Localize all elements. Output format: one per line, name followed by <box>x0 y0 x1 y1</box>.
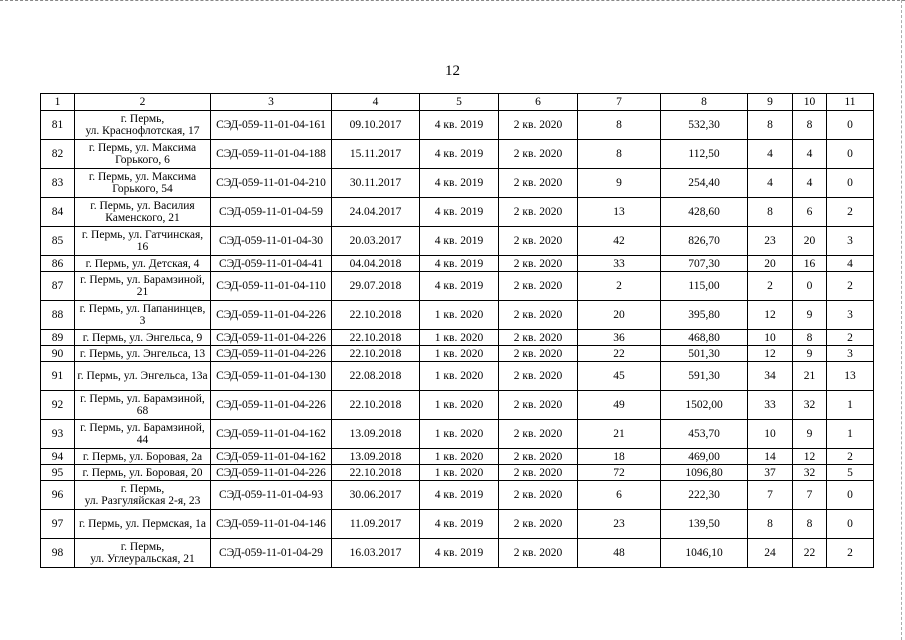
address-cell: г. Пермь, ул. Папанинцев, 3 <box>75 301 211 330</box>
apartments-count: 8 <box>578 140 661 169</box>
residents-total: 4 <box>748 169 793 198</box>
column-number: 11 <box>827 94 874 111</box>
area-value: 453,70 <box>661 420 748 449</box>
table-row <box>41 481 874 510</box>
residents-relocated: 9 <box>793 346 827 362</box>
row-number: 91 <box>41 362 75 391</box>
document-number: СЭД-059-11-01-04-29 <box>211 539 332 568</box>
end-quarter: 2 кв. 2020 <box>499 330 578 346</box>
document-number: СЭД-059-11-01-04-41 <box>211 256 332 272</box>
area-value: 395,80 <box>661 301 748 330</box>
column-number: 7 <box>578 94 661 111</box>
document-number: СЭД-059-11-01-04-226 <box>211 301 332 330</box>
start-quarter: 1 кв. 2020 <box>420 420 499 449</box>
residents-relocated: 9 <box>793 420 827 449</box>
residents-remaining: 0 <box>827 140 874 169</box>
area-value: 222,30 <box>661 481 748 510</box>
start-quarter: 1 кв. 2020 <box>420 449 499 465</box>
document-date: 15.11.2017 <box>332 140 420 169</box>
column-number: 5 <box>420 94 499 111</box>
document-date: 16.03.2017 <box>332 539 420 568</box>
row-number: 97 <box>41 510 75 539</box>
address-cell: г. Пермь, ул. Боровая, 20 <box>75 465 211 481</box>
residents-remaining: 0 <box>827 169 874 198</box>
document-date: 20.03.2017 <box>332 227 420 256</box>
area-value: 469,00 <box>661 449 748 465</box>
row-number: 93 <box>41 420 75 449</box>
residents-relocated: 4 <box>793 169 827 198</box>
column-number-row <box>41 94 874 111</box>
end-quarter: 2 кв. 2020 <box>499 227 578 256</box>
apartments-count: 20 <box>578 301 661 330</box>
end-quarter: 2 кв. 2020 <box>499 465 578 481</box>
end-quarter: 2 кв. 2020 <box>499 362 578 391</box>
row-number: 83 <box>41 169 75 198</box>
document-date: 30.06.2017 <box>332 481 420 510</box>
apartments-count: 22 <box>578 346 661 362</box>
residents-remaining: 2 <box>827 272 874 301</box>
residents-relocated: 6 <box>793 198 827 227</box>
document-date: 11.09.2017 <box>332 510 420 539</box>
document-date: 22.08.2018 <box>332 362 420 391</box>
apartments-count: 18 <box>578 449 661 465</box>
page-number: 12 <box>445 63 460 79</box>
start-quarter: 4 кв. 2019 <box>420 140 499 169</box>
residents-remaining: 0 <box>827 111 874 140</box>
residents-total: 8 <box>748 510 793 539</box>
area-value: 826,70 <box>661 227 748 256</box>
address-cell: г. Пермь, ул. Барамзиной, 21 <box>75 272 211 301</box>
row-number: 96 <box>41 481 75 510</box>
residents-relocated: 16 <box>793 256 827 272</box>
document-date: 30.11.2017 <box>332 169 420 198</box>
end-quarter: 2 кв. 2020 <box>499 256 578 272</box>
residents-remaining: 4 <box>827 256 874 272</box>
apartments-count: 23 <box>578 510 661 539</box>
end-quarter: 2 кв. 2020 <box>499 169 578 198</box>
residents-total: 20 <box>748 256 793 272</box>
row-number: 86 <box>41 256 75 272</box>
table-row <box>41 256 874 272</box>
start-quarter: 1 кв. 2020 <box>420 391 499 420</box>
end-quarter: 2 кв. 2020 <box>499 481 578 510</box>
document-date: 22.10.2018 <box>332 391 420 420</box>
residents-relocated: 0 <box>793 272 827 301</box>
row-number: 98 <box>41 539 75 568</box>
apartments-count: 49 <box>578 391 661 420</box>
apartments-count: 2 <box>578 272 661 301</box>
table-row <box>41 227 874 256</box>
apartments-count: 42 <box>578 227 661 256</box>
table-row <box>41 346 874 362</box>
row-number: 84 <box>41 198 75 227</box>
document-date: 22.10.2018 <box>332 465 420 481</box>
address-cell: г. Пермь, ул. Василия Каменского, 21 <box>75 198 211 227</box>
document-date: 09.10.2017 <box>332 111 420 140</box>
residents-remaining: 2 <box>827 539 874 568</box>
residents-total: 8 <box>748 198 793 227</box>
address-cell: г. Пермь, ул. Разгуляйская 2-я, 23 <box>75 481 211 510</box>
apartments-count: 13 <box>578 198 661 227</box>
residents-total: 7 <box>748 481 793 510</box>
document-number: СЭД-059-11-01-04-226 <box>211 391 332 420</box>
residents-total: 2 <box>748 272 793 301</box>
address-cell: г. Пермь, ул. Пермская, 1а <box>75 510 211 539</box>
residents-remaining: 0 <box>827 481 874 510</box>
residents-relocated: 4 <box>793 140 827 169</box>
table-row <box>41 449 874 465</box>
residents-remaining: 13 <box>827 362 874 391</box>
row-number: 87 <box>41 272 75 301</box>
table-row <box>41 198 874 227</box>
table-row <box>41 330 874 346</box>
row-number: 88 <box>41 301 75 330</box>
table-row <box>41 465 874 481</box>
start-quarter: 4 кв. 2019 <box>420 169 499 198</box>
area-value: 501,30 <box>661 346 748 362</box>
end-quarter: 2 кв. 2020 <box>499 510 578 539</box>
document-number: СЭД-059-11-01-04-162 <box>211 449 332 465</box>
start-quarter: 4 кв. 2019 <box>420 272 499 301</box>
start-quarter: 1 кв. 2020 <box>420 362 499 391</box>
residents-remaining: 3 <box>827 346 874 362</box>
document-number: СЭД-059-11-01-04-210 <box>211 169 332 198</box>
row-number: 81 <box>41 111 75 140</box>
end-quarter: 2 кв. 2020 <box>499 346 578 362</box>
address-cell: г. Пермь, ул. Барамзиной, 44 <box>75 420 211 449</box>
column-number: 9 <box>748 94 793 111</box>
document-number: СЭД-059-11-01-04-226 <box>211 346 332 362</box>
apartments-count: 9 <box>578 169 661 198</box>
table-row <box>41 111 874 140</box>
apartments-count: 45 <box>578 362 661 391</box>
address-cell: г. Пермь, ул. Краснофлотская, 17 <box>75 111 211 140</box>
residents-total: 12 <box>748 301 793 330</box>
residents-remaining: 2 <box>827 449 874 465</box>
document-number: СЭД-059-11-01-04-130 <box>211 362 332 391</box>
residents-remaining: 5 <box>827 465 874 481</box>
residents-relocated: 9 <box>793 301 827 330</box>
address-cell: г. Пермь, ул. Максима Горького, 54 <box>75 169 211 198</box>
residents-total: 34 <box>748 362 793 391</box>
document-date: 22.10.2018 <box>332 346 420 362</box>
column-number: 6 <box>499 94 578 111</box>
document-number: СЭД-059-11-01-04-226 <box>211 465 332 481</box>
residents-remaining: 0 <box>827 510 874 539</box>
area-value: 112,50 <box>661 140 748 169</box>
housing-registry-table <box>40 93 874 568</box>
residents-relocated: 21 <box>793 362 827 391</box>
document-number: СЭД-059-11-01-04-161 <box>211 111 332 140</box>
table-row <box>41 272 874 301</box>
apartments-count: 36 <box>578 330 661 346</box>
table-row <box>41 301 874 330</box>
document-date: 29.07.2018 <box>332 272 420 301</box>
column-number: 10 <box>793 94 827 111</box>
end-quarter: 2 кв. 2020 <box>499 449 578 465</box>
table-row <box>41 140 874 169</box>
table-row <box>41 391 874 420</box>
apartments-count: 21 <box>578 420 661 449</box>
address-cell: г. Пермь, ул. Энгельса, 13 <box>75 346 211 362</box>
apartments-count: 8 <box>578 111 661 140</box>
end-quarter: 2 кв. 2020 <box>499 420 578 449</box>
residents-remaining: 2 <box>827 330 874 346</box>
residents-relocated: 20 <box>793 227 827 256</box>
residents-relocated: 12 <box>793 449 827 465</box>
address-cell: г. Пермь, ул. Боровая, 2а <box>75 449 211 465</box>
address-cell: г. Пермь, ул. Барамзиной, 68 <box>75 391 211 420</box>
start-quarter: 4 кв. 2019 <box>420 481 499 510</box>
residents-remaining: 1 <box>827 420 874 449</box>
residents-total: 33 <box>748 391 793 420</box>
residents-remaining: 3 <box>827 227 874 256</box>
residents-total: 24 <box>748 539 793 568</box>
apartments-count: 33 <box>578 256 661 272</box>
residents-relocated: 22 <box>793 539 827 568</box>
document-number: СЭД-059-11-01-04-30 <box>211 227 332 256</box>
residents-remaining: 3 <box>827 301 874 330</box>
area-value: 468,80 <box>661 330 748 346</box>
document-number: СЭД-059-11-01-04-226 <box>211 330 332 346</box>
end-quarter: 2 кв. 2020 <box>499 301 578 330</box>
row-number: 92 <box>41 391 75 420</box>
end-quarter: 2 кв. 2020 <box>499 198 578 227</box>
area-value: 532,30 <box>661 111 748 140</box>
residents-total: 23 <box>748 227 793 256</box>
residents-relocated: 8 <box>793 111 827 140</box>
residents-total: 10 <box>748 420 793 449</box>
apartments-count: 72 <box>578 465 661 481</box>
address-cell: г. Пермь, ул. Углеуральская, 21 <box>75 539 211 568</box>
column-number: 8 <box>661 94 748 111</box>
start-quarter: 1 кв. 2020 <box>420 301 499 330</box>
table-row <box>41 539 874 568</box>
end-quarter: 2 кв. 2020 <box>499 539 578 568</box>
column-number: 3 <box>211 94 332 111</box>
end-quarter: 2 кв. 2020 <box>499 111 578 140</box>
start-quarter: 4 кв. 2019 <box>420 227 499 256</box>
area-value: 428,60 <box>661 198 748 227</box>
residents-total: 37 <box>748 465 793 481</box>
row-number: 95 <box>41 465 75 481</box>
residents-total: 14 <box>748 449 793 465</box>
residents-relocated: 8 <box>793 330 827 346</box>
residents-remaining: 1 <box>827 391 874 420</box>
residents-total: 12 <box>748 346 793 362</box>
column-number: 4 <box>332 94 420 111</box>
apartments-count: 6 <box>578 481 661 510</box>
end-quarter: 2 кв. 2020 <box>499 272 578 301</box>
row-number: 89 <box>41 330 75 346</box>
table-row <box>41 510 874 539</box>
area-value: 1046,10 <box>661 539 748 568</box>
address-cell: г. Пермь, ул. Гатчинская, 16 <box>75 227 211 256</box>
start-quarter: 1 кв. 2020 <box>420 330 499 346</box>
address-cell: г. Пермь, ул. Энгельса, 13а <box>75 362 211 391</box>
right-edge-rule <box>901 0 903 640</box>
row-number: 85 <box>41 227 75 256</box>
residents-relocated: 32 <box>793 391 827 420</box>
table-row <box>41 362 874 391</box>
document-number: СЭД-059-11-01-04-59 <box>211 198 332 227</box>
column-number: 1 <box>41 94 75 111</box>
start-quarter: 4 кв. 2019 <box>420 510 499 539</box>
address-cell: г. Пермь, ул. Энгельса, 9 <box>75 330 211 346</box>
row-number: 82 <box>41 140 75 169</box>
address-cell: г. Пермь, ул. Детская, 4 <box>75 256 211 272</box>
start-quarter: 1 кв. 2020 <box>420 465 499 481</box>
document-date: 13.09.2018 <box>332 449 420 465</box>
apartments-count: 48 <box>578 539 661 568</box>
area-value: 1096,80 <box>661 465 748 481</box>
document-date: 04.04.2018 <box>332 256 420 272</box>
residents-total: 8 <box>748 111 793 140</box>
area-value: 254,40 <box>661 169 748 198</box>
row-number: 94 <box>41 449 75 465</box>
residents-total: 4 <box>748 140 793 169</box>
start-quarter: 1 кв. 2020 <box>420 346 499 362</box>
document-date: 22.10.2018 <box>332 330 420 346</box>
residents-relocated: 32 <box>793 465 827 481</box>
document-date: 22.10.2018 <box>332 301 420 330</box>
residents-remaining: 2 <box>827 198 874 227</box>
document-number: СЭД-059-11-01-04-188 <box>211 140 332 169</box>
start-quarter: 4 кв. 2019 <box>420 111 499 140</box>
residents-relocated: 7 <box>793 481 827 510</box>
table-row <box>41 420 874 449</box>
document-number: СЭД-059-11-01-04-146 <box>211 510 332 539</box>
address-cell: г. Пермь, ул. Максима Горького, 6 <box>75 140 211 169</box>
start-quarter: 4 кв. 2019 <box>420 256 499 272</box>
document-date: 13.09.2018 <box>332 420 420 449</box>
end-quarter: 2 кв. 2020 <box>499 391 578 420</box>
registry-body <box>41 111 874 568</box>
row-number: 90 <box>41 346 75 362</box>
start-quarter: 4 кв. 2019 <box>420 539 499 568</box>
document-number: СЭД-059-11-01-04-93 <box>211 481 332 510</box>
area-value: 1502,00 <box>661 391 748 420</box>
table-row <box>41 169 874 198</box>
column-number: 2 <box>75 94 211 111</box>
residents-total: 10 <box>748 330 793 346</box>
area-value: 591,30 <box>661 362 748 391</box>
end-quarter: 2 кв. 2020 <box>499 140 578 169</box>
area-value: 707,30 <box>661 256 748 272</box>
start-quarter: 4 кв. 2019 <box>420 198 499 227</box>
area-value: 115,00 <box>661 272 748 301</box>
residents-relocated: 8 <box>793 510 827 539</box>
top-edge-rule <box>0 0 905 3</box>
document-number: СЭД-059-11-01-04-162 <box>211 420 332 449</box>
document-date: 24.04.2017 <box>332 198 420 227</box>
area-value: 139,50 <box>661 510 748 539</box>
document-number: СЭД-059-11-01-04-110 <box>211 272 332 301</box>
